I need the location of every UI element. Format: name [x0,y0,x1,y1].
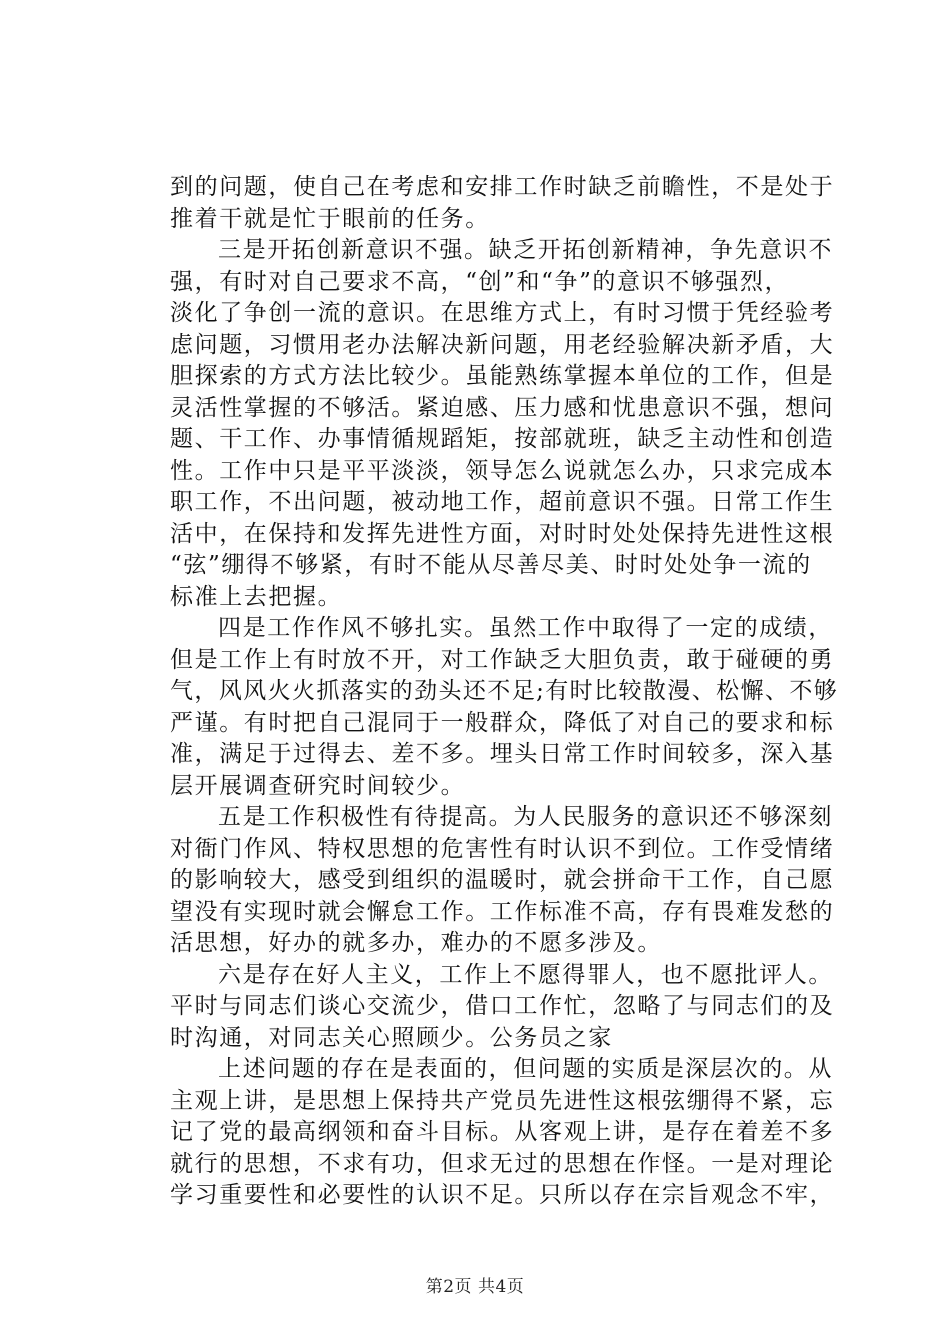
text-line: 的影响较大，感受到组织的温暖时，就会拼命干工作，自己愿 [170,867,835,893]
document-body [170,172,840,1212]
text-line: 题、干工作、办事情循规蹈矩，按部就班，缺乏主动性和创造 [170,426,835,452]
text-line: “弦”绷得不够紧，有时不能从尽善尽美、时时处处争一流的 [170,552,812,578]
text-line: 职工作，不出问题，被动地工作，超前意识不强。日常工作生 [170,489,835,515]
text-line: 性。工作中只是平平淡淡，领导怎么说就怎么办，只求完成本 [170,457,835,484]
text-line: 标准上去把握。 [170,583,343,610]
text-line: 时沟通，对同志关心照顾少。公务员之家 [170,1024,613,1051]
text-line: 强，有时对自己要求不高，“创”和“争”的意识不够强烈， [170,268,790,295]
text-line: 对衙门作风、特权思想的危害性有时认识不到位。工作受情绪 [170,835,835,862]
text-line: 但是工作上有时放不开，对工作缺乏大胆负责，敢于碰硬的勇 [170,646,835,673]
text-line: 淡化了争创一流的意识。在思维方式上，有时习惯于凭经验考 [170,300,835,326]
text-line: 记了党的最高纲领和奋斗目标。从客观上讲，是存在着差不多 [170,1119,835,1145]
text-line: 严谨。有时把自己混同于一般群众，降低了对自己的要求和标 [170,709,835,736]
text-line: 推着干就是忙于眼前的任务。 [170,205,490,232]
text-line: 准，满足于过得去、差不多。埋头日常工作时间较多，深入基 [170,741,835,767]
text-line: 三是开拓创新意识不强。缺乏开拓创新精神，争先意识不 [218,237,833,263]
text-line: 虑问题，习惯用老办法解决新问题，用老经验解决新矛盾，大 [170,331,835,358]
text-line: 就行的思想，不求有功，但求无过的思想在作怪。一是对理论 [170,1150,835,1177]
text-line: 望没有实现时就会懈怠工作。工作标准不高，存有畏难发愁的 [170,898,835,925]
text-line: 胆探索的方式方法比较少。虽能熟练掌握本单位的工作，但是 [170,363,835,389]
text-line: 层开展调查研究时间较少。 [170,772,466,799]
text-line: 活中，在保持和发挥先进性方面，对时时处处保持先进性这根 [170,520,835,547]
text-line: 活思想，好办的就多办，难办的不愿多涉及。 [170,930,662,956]
text-line: 到的问题，使自己在考虑和安排工作时缺乏前瞻性，不是处于 [170,174,835,200]
page-number-footer: 第2页 共4页 [425,1277,525,1297]
text-line: 气，风风火火抓落实的劲头还不足;有时比较散漫、松懈、不够 [170,678,839,704]
text-line: 上述问题的存在是表面的，但问题的实质是深层次的。从 [218,1056,833,1082]
text-line: 学习重要性和必要性的认识不足。只所以存在宗旨观念不牢， [170,1182,835,1208]
text-line: 六是存在好人主义，工作上不愿得罪人，也不愿批评人。 [218,961,833,988]
text-line: 四是工作作风不够扎实。虽然工作中取得了一定的成绩， [218,615,833,641]
text-line: 平时与同志们谈心交流少，借口工作忙，忽略了与同志们的及 [170,993,835,1019]
text-line: 五是工作积极性有待提高。为人民服务的意识还不够深刻 [218,804,833,830]
text-line: 主观上讲，是思想上保持共产党员先进性这根弦绷得不紧，忘 [170,1087,835,1114]
text-line: 灵活性掌握的不够活。紧迫感、压力感和忧患意识不强，想问 [170,394,835,421]
